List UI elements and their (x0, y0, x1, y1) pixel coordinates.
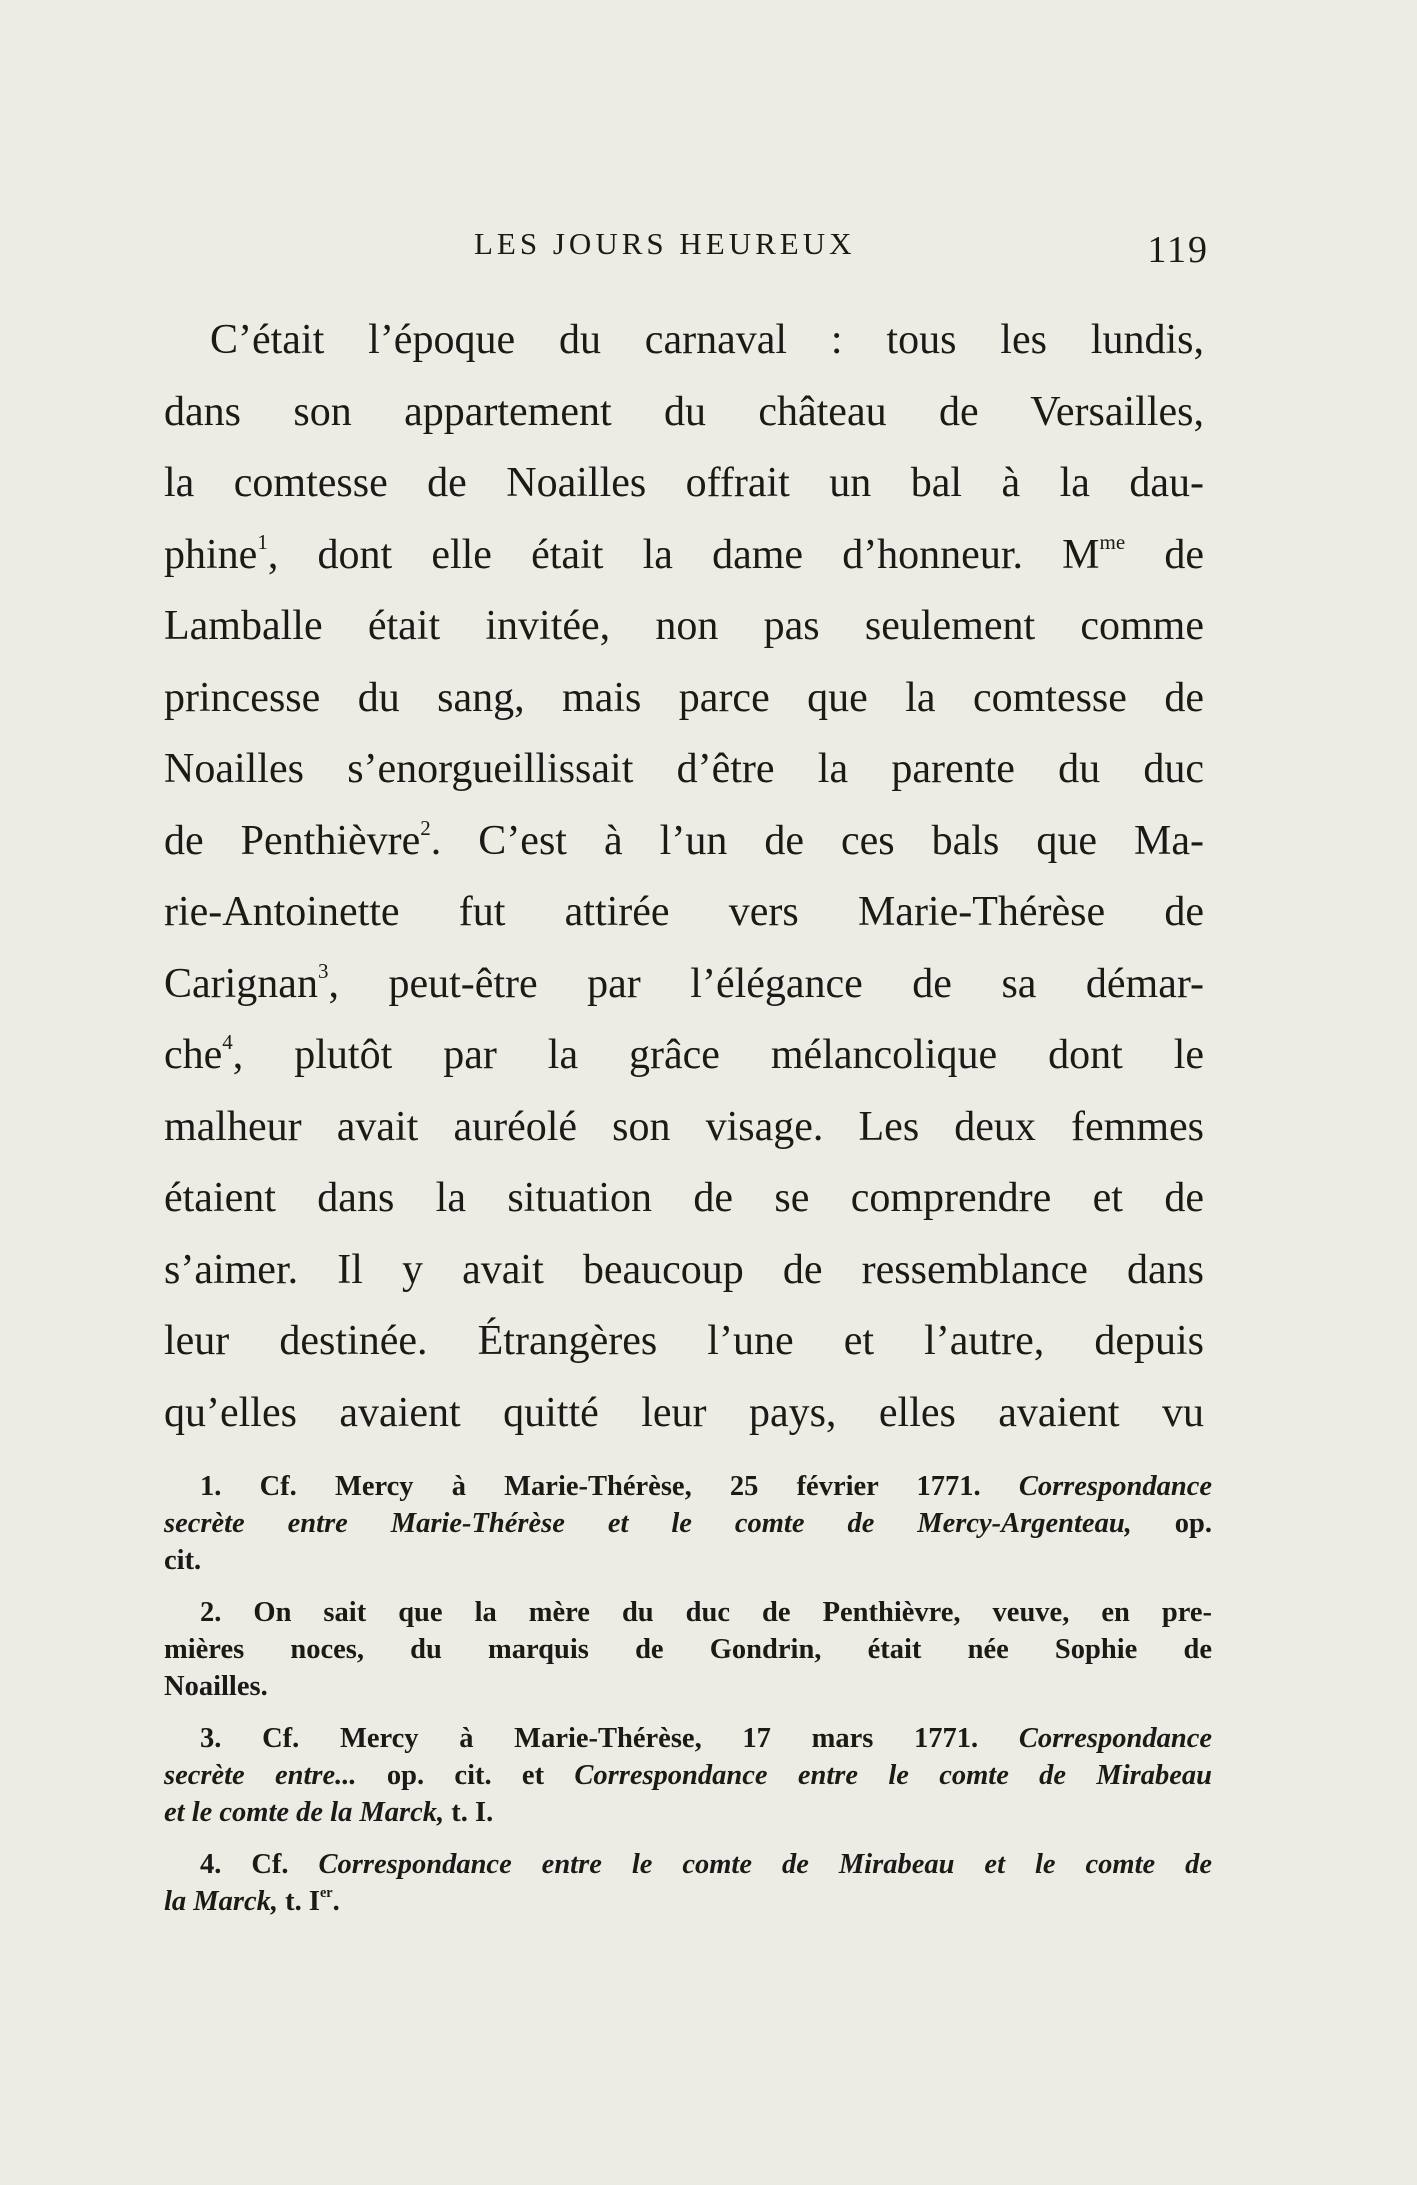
body-line: Noailles s’enorgueillissait d’être la parente du duc (164, 746, 1204, 792)
body-line: phine$^1$, dont elle était la dame d’honneur. $M^{me}$ de (164, 529, 1204, 578)
body-line: malheur avait auréolé son visage. Les deux femmes (164, 1103, 1204, 1150)
body-line: Carignan$^3$, peut-être par l’élégance de sa démar- (164, 958, 1204, 1007)
body-line: s’aimer. Il y avait beaucoup de ressemblance dans (164, 1246, 1204, 1293)
footnote-1: 1. Cf. Mercy à Marie-Thérèse, 25 février 1771. Correspondance secrète entre Marie-Thérèse et le comte de Mercy-Argenteau, op. cit. (164, 1471, 1212, 1576)
body-line: qu’elles avaient quitté leur pays, elles avaient vu (164, 1389, 1204, 1436)
footnote-ref: 3 (317, 958, 329, 983)
body-line: étaient dans la situation de se comprendre et de (164, 1175, 1204, 1221)
footnotes (164, 1468, 1212, 1935)
footnote-ref: 4 (222, 1030, 233, 1055)
footnote-ref: 1 (257, 529, 268, 554)
body-line: de Penthièvre$^2$. C’est à l’un de ces bals que Ma- (164, 815, 1204, 864)
running-head (164, 226, 1209, 271)
footnote-3: 3. Cf. Mercy à Marie-Thérèse, 17 mars 1771. Correspondance secrète entre... op. cit. et Correspondance entre le comte de Mirabeau et le comte de la Marck, t. I. (164, 1723, 1212, 1828)
running-title: LES JOURS HEUREUX (474, 226, 856, 261)
body-line: la comtesse de Noailles offrait un bal à la dau- (164, 460, 1204, 506)
body-text (164, 305, 1204, 1449)
body-line: Lamballe était invitée, non pas seulement comme (164, 603, 1204, 649)
footnote-ref: 2 (420, 815, 431, 840)
page-number: 119 (1147, 229, 1209, 271)
footnote-2: 2. On sait que la mère du duc de Penthièvre, veuve, en pre- mières noces, du marquis de Gondrin, était née Sophie de Noailles. (164, 1597, 1212, 1702)
body-line: leur destinée. Étrangères l’une et l’autre, depuis (164, 1318, 1204, 1364)
body-line: princesse du sang, mais parce que la comtesse de (164, 674, 1204, 721)
body-line: dans son appartement du château de Versailles, (164, 388, 1204, 435)
body-line: che$^4$, plutôt par la grâce mélancolique dont le (164, 1030, 1204, 1078)
footnote-4: 4. Cf. Correspondance entre le comte de Mirabeau et le comte de la Marck, t. Ier. (164, 1849, 1213, 1917)
body-line: rie-Antoinette fut attirée vers Marie-Thérèse de (164, 889, 1204, 935)
body-line: C’était l’époque du carnaval : tous les lundis, (210, 317, 1204, 363)
